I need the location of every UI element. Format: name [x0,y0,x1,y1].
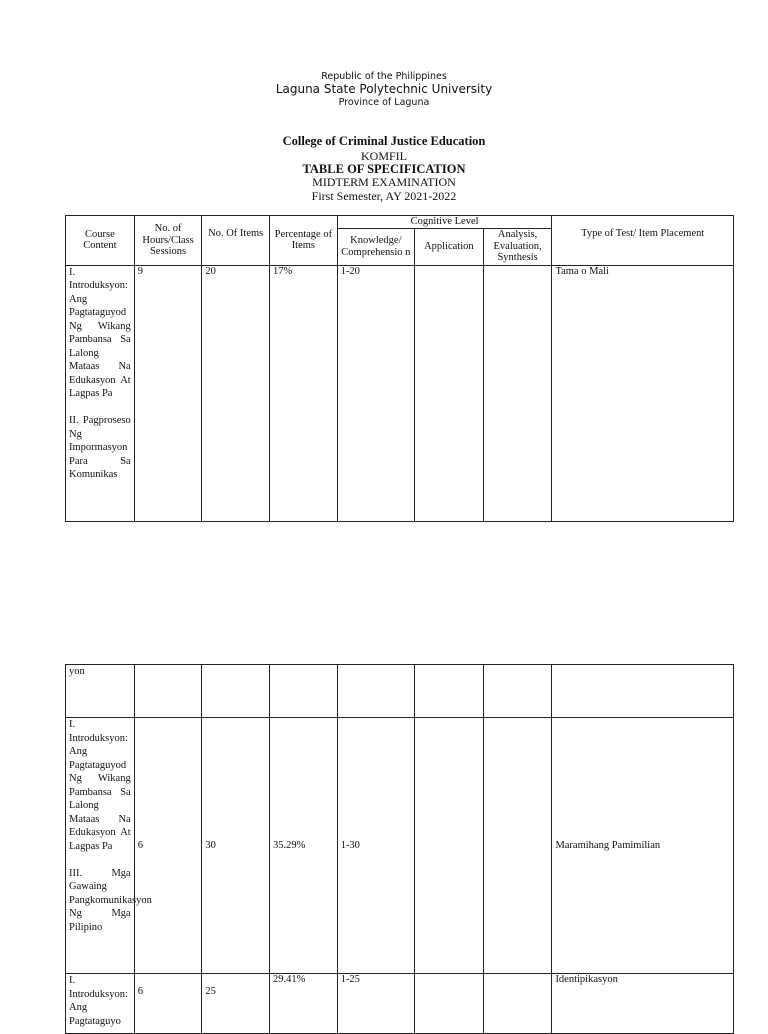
course-topic: II. Pagproseso Ng Impormasyon Para Sa Komunikas [69,415,131,480]
application-cell [415,665,484,718]
course-topic: yon [69,666,85,677]
application-cell [415,718,484,974]
analysis-cell [483,718,552,974]
semester-line: First Semester, AY 2021-2022 [311,189,457,203]
analysis-cell [483,265,552,521]
hours-cell: 6 [134,974,202,1034]
course-topic: I. Introduksyon: Ang Pagtataguyod Ng Wikang Pambansa Sa Lalong Mataas Na Edukasyon At Lagpas Pa [69,266,131,399]
hours-cell [134,665,202,718]
college-name: College of Criminal Justice Education [282,134,486,148]
knowledge-cell: 1-20 [337,265,414,521]
hours-cell: 9 [134,265,202,521]
knowledge-cell [337,665,414,718]
header-analysis: Analysis, Evaluation, Synthesis [483,228,552,265]
exam-name: MIDTERM EXAMINATION [312,175,456,189]
header-percentage: Percentage of Items [270,216,338,266]
header-cognitive-level: Cognitive Level [337,216,552,229]
header-hours: No. of Hours/Class Sessions [134,216,202,266]
university-name: Laguna State Polytechnic University [275,82,493,96]
items-cell: 20 [202,265,270,521]
percentage-cell: 29.41% [270,974,338,1034]
application-cell [415,974,484,1034]
course-topic: I. Introduksyon: Ang Pagtataguyod Ng Wikang Pambansa Sa Lalong Mataas Na Edukasyon At Lagpas Pa [69,719,131,852]
items-cell: 30 [202,718,270,974]
specification-table-continued [65,664,734,1034]
table-row [66,974,734,1034]
test-type-cell: Maramihang Pamimilian [552,718,734,974]
application-cell [415,265,484,521]
header-test-type: Type of Test/ Item Placement [552,216,734,266]
items-cell: 25 [202,974,270,1034]
percentage-cell: 17% [270,265,338,521]
header-application: Application [415,228,484,265]
test-type-cell: Identipikasyon [552,974,734,1034]
course-content-cell [66,665,135,718]
course-topic: I. Introduksyon: Ang Pagtataguyo [69,975,128,1027]
table-row [66,665,734,718]
specification-table [65,215,734,522]
table-row [66,265,734,521]
header-items: No. Of Items [202,216,270,266]
test-type-cell: Tama o Mali [552,265,734,521]
course-content-cell [66,718,152,974]
analysis-cell [483,665,552,718]
header-course-content: Course Content [66,216,135,266]
hours-cell: 6 [134,718,202,974]
percentage-cell: 35.29% [270,718,338,974]
department-code: KOMFIL [360,149,407,163]
knowledge-cell: 1-25 [337,974,414,1034]
table-row [66,718,734,974]
items-cell [202,665,270,718]
province-line: Province of Laguna [338,97,430,108]
course-content-cell [66,974,135,1034]
header-knowledge: Knowledge/ Comprehensio n [337,228,414,265]
course-topic: III. Mga Gawaing Pangkomunikasyon Ng Mga Pilipino [69,867,152,933]
knowledge-cell: 1-30 [337,718,414,974]
analysis-cell [483,974,552,1034]
course-content-cell [66,265,135,521]
republic-line: Republic of the Philippines [321,71,447,82]
document-title: TABLE OF SPECIFICATION [302,162,466,176]
test-type-cell [552,665,734,718]
percentage-cell [270,665,338,718]
